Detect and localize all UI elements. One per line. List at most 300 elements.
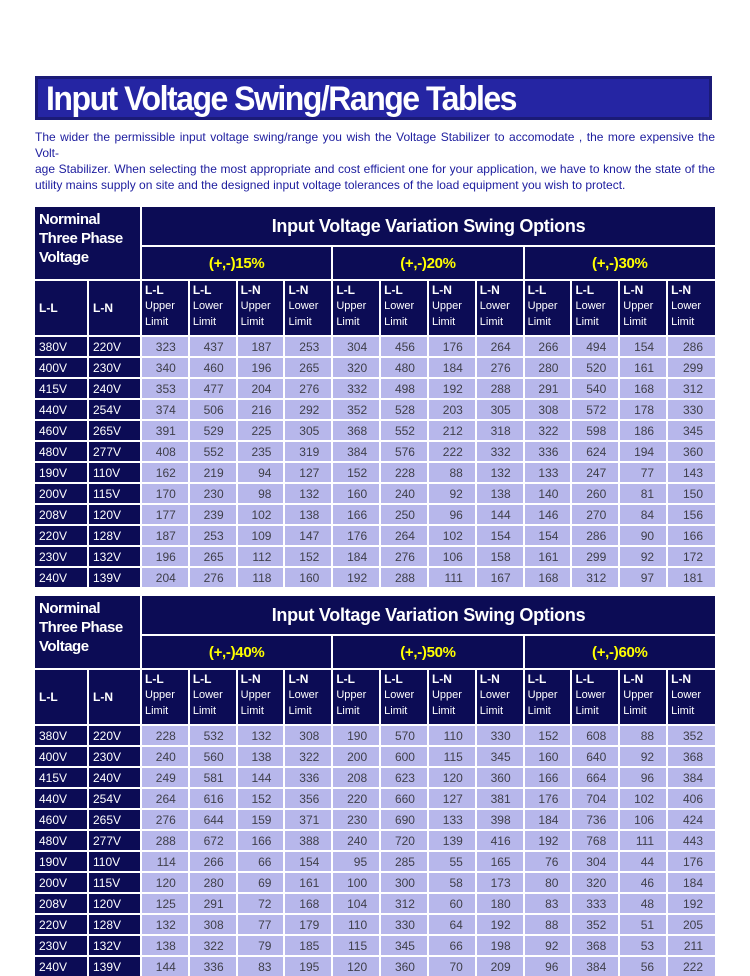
ln-voltage-cell: 277V xyxy=(88,441,141,462)
limit-value-cell: 300 xyxy=(380,872,428,893)
ln-voltage-cell: 230V xyxy=(88,357,141,378)
limit-pair-label: L-L xyxy=(384,672,403,686)
limit-column-header xyxy=(380,280,428,336)
limit-value-cell: 332 xyxy=(332,378,380,399)
ll-voltage-cell: 460V xyxy=(35,809,88,830)
ln-voltage-cell: 139V xyxy=(88,956,141,976)
limit-pair-label: L-N xyxy=(479,283,500,297)
limit-value-cell: 112 xyxy=(237,546,285,567)
limit-value-cell: 92 xyxy=(619,546,667,567)
limit-value-cell: 225 xyxy=(237,420,285,441)
limit-value-cell: 76 xyxy=(524,851,572,872)
limit-value-cell: 456 xyxy=(380,336,428,357)
limit-value-cell: 494 xyxy=(571,336,619,357)
swing-percent-header: (+,-)60% xyxy=(524,635,715,669)
limit-value-cell: 152 xyxy=(332,462,380,483)
limit-value-cell: 187 xyxy=(141,525,189,546)
limit-bound-label: Lower xyxy=(288,689,319,701)
corner-header xyxy=(35,596,141,669)
limit-pair-label: L-N xyxy=(240,672,261,686)
limit-value-cell: 219 xyxy=(189,462,237,483)
limit-bound-label: Upper xyxy=(145,689,175,701)
limit-value-cell: 540 xyxy=(571,378,619,399)
limit-pair-label: L-N xyxy=(623,283,644,297)
limit-value-cell: 308 xyxy=(284,725,332,746)
ln-voltage-cell: 120V xyxy=(88,504,141,525)
limit-column-header xyxy=(428,669,476,725)
table-row xyxy=(35,725,715,746)
limit-value-cell: 690 xyxy=(380,809,428,830)
limit-column-header xyxy=(284,280,332,336)
table-row xyxy=(35,746,715,767)
limit-value-cell: 264 xyxy=(141,788,189,809)
limit-bound-label: Upper xyxy=(431,689,462,701)
limit-value-cell: 291 xyxy=(189,893,237,914)
ll-voltage-cell: 208V xyxy=(35,893,88,914)
limit-value-cell: 406 xyxy=(667,788,715,809)
limit-value-cell: 192 xyxy=(428,378,476,399)
limit-word-label: Limit xyxy=(671,316,695,328)
limit-value-cell: 249 xyxy=(141,767,189,788)
limit-value-cell: 247 xyxy=(571,462,619,483)
ll-voltage-cell: 415V xyxy=(35,378,88,399)
limit-value-cell: 195 xyxy=(284,956,332,976)
limit-value-cell: 353 xyxy=(141,378,189,399)
ll-voltage-cell: 440V xyxy=(35,399,88,420)
limit-value-cell: 498 xyxy=(380,378,428,399)
limit-value-cell: 381 xyxy=(476,788,524,809)
limit-value-cell: 77 xyxy=(237,914,285,935)
limit-value-cell: 624 xyxy=(571,441,619,462)
limit-value-cell: 322 xyxy=(284,746,332,767)
limit-value-cell: 340 xyxy=(141,357,189,378)
limit-value-cell: 46 xyxy=(619,872,667,893)
limit-value-cell: 106 xyxy=(428,546,476,567)
limit-value-cell: 416 xyxy=(476,830,524,851)
corner-header-line: Three Phase xyxy=(39,619,123,636)
limit-value-cell: 330 xyxy=(380,914,428,935)
limit-value-cell: 660 xyxy=(380,788,428,809)
limit-value-cell: 132 xyxy=(237,725,285,746)
limit-value-cell: 200 xyxy=(332,746,380,767)
limit-value-cell: 102 xyxy=(237,504,285,525)
limit-word-label: Limit xyxy=(479,705,504,717)
limit-value-cell: 160 xyxy=(332,483,380,504)
limit-word-label: Limit xyxy=(671,705,695,717)
limit-value-cell: 203 xyxy=(428,399,476,420)
limit-value-cell: 332 xyxy=(476,441,524,462)
limit-value-cell: 212 xyxy=(428,420,476,441)
limit-word-label: Limit xyxy=(240,316,264,328)
limit-value-cell: 56 xyxy=(619,956,667,976)
limit-value-cell: 111 xyxy=(428,567,476,587)
limit-value-cell: 178 xyxy=(619,399,667,420)
voltage-swing-table-40-60 xyxy=(35,596,715,976)
limit-word-label: Limit xyxy=(288,705,312,717)
limit-word-label: Limit xyxy=(431,705,456,717)
limit-bound-label: Lower xyxy=(671,689,702,701)
limit-value-cell: 384 xyxy=(571,956,619,976)
limit-pair-label: L-N xyxy=(623,672,644,686)
limit-value-cell: 144 xyxy=(476,504,524,525)
corner-header-line: Norminal xyxy=(39,600,101,617)
limit-value-cell: 345 xyxy=(476,746,524,767)
limit-pair-label: L-L xyxy=(192,283,212,297)
limit-value-cell: 264 xyxy=(476,336,524,357)
limit-bound-label: Upper xyxy=(623,689,654,701)
limit-value-cell: 79 xyxy=(237,935,285,956)
intro-line: age Stabilizer. When selecting the most appropriate and cost efficient one for your application, we have to know the state of the xyxy=(35,162,715,176)
limit-value-cell: 44 xyxy=(619,851,667,872)
limit-value-cell: 120 xyxy=(428,767,476,788)
limit-value-cell: 146 xyxy=(524,504,572,525)
limit-value-cell: 520 xyxy=(571,357,619,378)
limit-value-cell: 144 xyxy=(237,767,285,788)
limit-word-label: Limit xyxy=(623,705,647,717)
ll-voltage-cell: 480V xyxy=(35,441,88,462)
limit-value-cell: 276 xyxy=(189,567,237,587)
limit-column-header xyxy=(141,669,189,725)
limit-value-cell: 318 xyxy=(476,420,524,441)
limit-value-cell: 391 xyxy=(141,420,189,441)
limit-word-label: Limit xyxy=(431,316,456,328)
limit-value-cell: 270 xyxy=(571,504,619,525)
limit-value-cell: 158 xyxy=(476,546,524,567)
limit-value-cell: 336 xyxy=(524,441,572,462)
limit-value-cell: 286 xyxy=(571,525,619,546)
limit-value-cell: 179 xyxy=(284,914,332,935)
ln-voltage-cell: 240V xyxy=(88,767,141,788)
limit-value-cell: 230 xyxy=(189,483,237,504)
limit-pair-label: L-L xyxy=(145,672,164,686)
limit-value-cell: 308 xyxy=(524,399,572,420)
limit-value-cell: 408 xyxy=(141,441,189,462)
limit-value-cell: 253 xyxy=(189,525,237,546)
limit-value-cell: 204 xyxy=(141,567,189,587)
limit-value-cell: 110 xyxy=(428,725,476,746)
limit-value-cell: 185 xyxy=(284,935,332,956)
ln-voltage-cell: 240V xyxy=(88,378,141,399)
limit-value-cell: 97 xyxy=(619,567,667,587)
limit-value-cell: 154 xyxy=(524,525,572,546)
ll-voltage-cell: 460V xyxy=(35,420,88,441)
limit-value-cell: 360 xyxy=(667,441,715,462)
limit-value-cell: 184 xyxy=(667,872,715,893)
limit-column-header xyxy=(189,669,237,725)
ln-voltage-cell: 265V xyxy=(88,420,141,441)
limit-bound-label: Lower xyxy=(192,689,223,701)
limit-pair-label: L-L xyxy=(336,283,355,297)
limit-value-cell: 304 xyxy=(571,851,619,872)
limit-word-label: Limit xyxy=(145,705,169,717)
limit-pair-label: L-N xyxy=(431,672,452,686)
limit-value-cell: 120 xyxy=(332,956,380,976)
limit-value-cell: 276 xyxy=(476,357,524,378)
limit-column-header xyxy=(380,669,428,725)
limit-value-cell: 166 xyxy=(237,830,285,851)
table-row xyxy=(35,893,715,914)
limit-value-cell: 320 xyxy=(571,872,619,893)
limit-column-header xyxy=(237,280,285,336)
limit-value-cell: 106 xyxy=(619,809,667,830)
limit-bound-label: Lower xyxy=(192,300,223,312)
limit-value-cell: 92 xyxy=(619,746,667,767)
limit-value-cell: 150 xyxy=(667,483,715,504)
limit-value-cell: 98 xyxy=(237,483,285,504)
limit-value-cell: 180 xyxy=(476,893,524,914)
limit-value-cell: 720 xyxy=(380,830,428,851)
limit-value-cell: 216 xyxy=(237,399,285,420)
ln-voltage-cell: 132V xyxy=(88,546,141,567)
limit-value-cell: 127 xyxy=(284,462,332,483)
limit-value-cell: 184 xyxy=(332,546,380,567)
limit-word-label: Limit xyxy=(527,316,551,328)
limit-bound-label: Upper xyxy=(240,689,271,701)
limit-value-cell: 176 xyxy=(524,788,572,809)
limit-value-cell: 288 xyxy=(141,830,189,851)
limit-value-cell: 177 xyxy=(141,504,189,525)
limit-value-cell: 205 xyxy=(667,914,715,935)
limit-column-header xyxy=(428,280,476,336)
limit-value-cell: 192 xyxy=(667,893,715,914)
limit-value-cell: 159 xyxy=(237,809,285,830)
limit-value-cell: 125 xyxy=(141,893,189,914)
limit-value-cell: 194 xyxy=(619,441,667,462)
ln-voltage-cell: 132V xyxy=(88,935,141,956)
limit-value-cell: 576 xyxy=(380,441,428,462)
limit-value-cell: 109 xyxy=(237,525,285,546)
limit-value-cell: 166 xyxy=(667,525,715,546)
ln-voltage-cell: 277V xyxy=(88,830,141,851)
limit-value-cell: 333 xyxy=(571,893,619,914)
limit-value-cell: 144 xyxy=(141,956,189,976)
table-main-header: Input Voltage Variation Swing Options xyxy=(141,596,715,635)
limit-value-cell: 48 xyxy=(619,893,667,914)
limit-value-cell: 165 xyxy=(476,851,524,872)
intro-paragraph xyxy=(35,129,715,193)
limit-bound-label: Lower xyxy=(575,689,606,701)
limit-value-cell: 644 xyxy=(189,809,237,830)
limit-bound-label: Upper xyxy=(240,300,271,312)
limit-value-cell: 291 xyxy=(524,378,572,399)
limit-column-header xyxy=(476,669,524,725)
limit-value-cell: 154 xyxy=(476,525,524,546)
limit-bound-label: Upper xyxy=(336,300,367,312)
limit-value-cell: 60 xyxy=(428,893,476,914)
intro-line: The wider the permissible input voltage swing/range you wish the Voltage Stabilizer to accomodate , the more expensive the Volt- xyxy=(35,130,715,160)
limit-bound-label: Upper xyxy=(145,300,175,312)
limit-bound-label: Upper xyxy=(336,689,367,701)
swing-percent-header: (+,-)20% xyxy=(332,246,523,280)
limit-value-cell: 424 xyxy=(667,809,715,830)
ll-column-header: L-L xyxy=(35,280,88,336)
limit-value-cell: 132 xyxy=(141,914,189,935)
limit-value-cell: 53 xyxy=(619,935,667,956)
limit-value-cell: 118 xyxy=(237,567,285,587)
limit-value-cell: 138 xyxy=(141,935,189,956)
limit-bound-label: Lower xyxy=(288,300,319,312)
limit-column-header xyxy=(332,669,380,725)
limit-value-cell: 138 xyxy=(476,483,524,504)
limit-value-cell: 120 xyxy=(141,872,189,893)
limit-column-header xyxy=(524,669,572,725)
limit-value-cell: 480 xyxy=(380,357,428,378)
ln-voltage-cell: 128V xyxy=(88,525,141,546)
limit-value-cell: 360 xyxy=(380,956,428,976)
limit-value-cell: 167 xyxy=(476,567,524,587)
limit-value-cell: 299 xyxy=(667,357,715,378)
limit-column-header xyxy=(332,280,380,336)
limit-value-cell: 330 xyxy=(667,399,715,420)
ll-voltage-cell: 190V xyxy=(35,851,88,872)
limit-value-cell: 152 xyxy=(284,546,332,567)
limit-value-cell: 280 xyxy=(524,357,572,378)
limit-word-label: Limit xyxy=(192,316,217,328)
limit-value-cell: 168 xyxy=(284,893,332,914)
limit-word-label: Limit xyxy=(288,316,312,328)
limit-value-cell: 570 xyxy=(380,725,428,746)
limit-value-cell: 640 xyxy=(571,746,619,767)
ll-voltage-cell: 200V xyxy=(35,872,88,893)
limit-value-cell: 600 xyxy=(380,746,428,767)
limit-value-cell: 66 xyxy=(237,851,285,872)
limit-value-cell: 161 xyxy=(619,357,667,378)
table-row xyxy=(35,935,715,956)
limit-value-cell: 100 xyxy=(332,872,380,893)
limit-value-cell: 356 xyxy=(284,788,332,809)
corner-header-line: Voltage xyxy=(39,249,89,266)
limit-value-cell: 162 xyxy=(141,462,189,483)
limit-value-cell: 736 xyxy=(571,809,619,830)
limit-value-cell: 55 xyxy=(428,851,476,872)
limit-value-cell: 460 xyxy=(189,357,237,378)
limit-value-cell: 616 xyxy=(189,788,237,809)
limit-value-cell: 360 xyxy=(476,767,524,788)
limit-value-cell: 154 xyxy=(619,336,667,357)
limit-value-cell: 305 xyxy=(284,420,332,441)
limit-value-cell: 235 xyxy=(237,441,285,462)
ll-voltage-cell: 208V xyxy=(35,504,88,525)
limit-value-cell: 623 xyxy=(380,767,428,788)
limit-value-cell: 133 xyxy=(428,809,476,830)
corner-header-line: Voltage xyxy=(39,638,89,655)
limit-value-cell: 172 xyxy=(667,546,715,567)
limit-value-cell: 437 xyxy=(189,336,237,357)
swing-percent-header: (+,-)50% xyxy=(332,635,523,669)
limit-value-cell: 192 xyxy=(332,567,380,587)
limit-pair-label: L-N xyxy=(288,672,309,686)
limit-word-label: Limit xyxy=(145,316,169,328)
limit-pair-label: L-L xyxy=(336,672,355,686)
ln-voltage-cell: 265V xyxy=(88,809,141,830)
limit-value-cell: 288 xyxy=(380,567,428,587)
limit-value-cell: 352 xyxy=(571,914,619,935)
limit-value-cell: 443 xyxy=(667,830,715,851)
limit-value-cell: 168 xyxy=(619,378,667,399)
limit-value-cell: 102 xyxy=(428,525,476,546)
table-row xyxy=(35,336,715,357)
limit-value-cell: 572 xyxy=(571,399,619,420)
limit-value-cell: 560 xyxy=(189,746,237,767)
limit-value-cell: 192 xyxy=(524,830,572,851)
ln-column-header: L-N xyxy=(88,280,141,336)
limit-value-cell: 529 xyxy=(189,420,237,441)
limit-bound-label: Lower xyxy=(479,689,510,701)
limit-column-header xyxy=(476,280,524,336)
limit-column-header xyxy=(571,280,619,336)
limit-value-cell: 83 xyxy=(524,893,572,914)
limit-value-cell: 322 xyxy=(524,420,572,441)
limit-value-cell: 265 xyxy=(284,357,332,378)
limit-value-cell: 104 xyxy=(332,893,380,914)
limit-value-cell: 388 xyxy=(284,830,332,851)
limit-value-cell: 371 xyxy=(284,809,332,830)
limit-pair-label: L-N xyxy=(671,672,692,686)
limit-value-cell: 176 xyxy=(428,336,476,357)
ll-voltage-cell: 240V xyxy=(35,956,88,976)
table-row xyxy=(35,441,715,462)
limit-value-cell: 88 xyxy=(428,462,476,483)
ll-column-header: L-L xyxy=(35,669,88,725)
limit-word-label: Limit xyxy=(527,705,551,717)
ln-voltage-cell: 110V xyxy=(88,851,141,872)
limit-value-cell: 250 xyxy=(380,504,428,525)
limit-value-cell: 312 xyxy=(667,378,715,399)
limit-value-cell: 374 xyxy=(141,399,189,420)
limit-value-cell: 88 xyxy=(524,914,572,935)
limit-value-cell: 161 xyxy=(284,872,332,893)
limit-value-cell: 161 xyxy=(524,546,572,567)
limit-word-label: Limit xyxy=(479,316,504,328)
limit-value-cell: 58 xyxy=(428,872,476,893)
limit-value-cell: 664 xyxy=(571,767,619,788)
limit-pair-label: L-N xyxy=(288,283,309,297)
table-row xyxy=(35,788,715,809)
limit-value-cell: 312 xyxy=(571,567,619,587)
corner-header-line: Norminal xyxy=(39,211,101,228)
limit-value-cell: 176 xyxy=(332,525,380,546)
ll-voltage-cell: 400V xyxy=(35,746,88,767)
ll-voltage-cell: 380V xyxy=(35,725,88,746)
table-row xyxy=(35,504,715,525)
limit-column-header xyxy=(571,669,619,725)
table-row xyxy=(35,567,715,587)
limit-value-cell: 322 xyxy=(189,935,237,956)
ll-voltage-cell: 380V xyxy=(35,336,88,357)
corner-header-line: Three Phase xyxy=(39,230,123,247)
limit-value-cell: 166 xyxy=(332,504,380,525)
table-row xyxy=(35,767,715,788)
limit-pair-label: L-L xyxy=(145,283,164,297)
limit-value-cell: 140 xyxy=(524,483,572,504)
limit-value-cell: 211 xyxy=(667,935,715,956)
limit-value-cell: 286 xyxy=(667,336,715,357)
limit-value-cell: 181 xyxy=(667,567,715,587)
limit-value-cell: 143 xyxy=(667,462,715,483)
limit-value-cell: 147 xyxy=(284,525,332,546)
limit-value-cell: 704 xyxy=(571,788,619,809)
limit-value-cell: 90 xyxy=(619,525,667,546)
ll-voltage-cell: 415V xyxy=(35,767,88,788)
limit-value-cell: 170 xyxy=(141,483,189,504)
limit-bound-label: Upper xyxy=(527,689,558,701)
limit-value-cell: 308 xyxy=(189,914,237,935)
limit-value-cell: 352 xyxy=(667,725,715,746)
limit-value-cell: 528 xyxy=(380,399,428,420)
corner-header xyxy=(35,207,141,280)
limit-bound-label: Lower xyxy=(479,300,510,312)
limit-value-cell: 96 xyxy=(524,956,572,976)
